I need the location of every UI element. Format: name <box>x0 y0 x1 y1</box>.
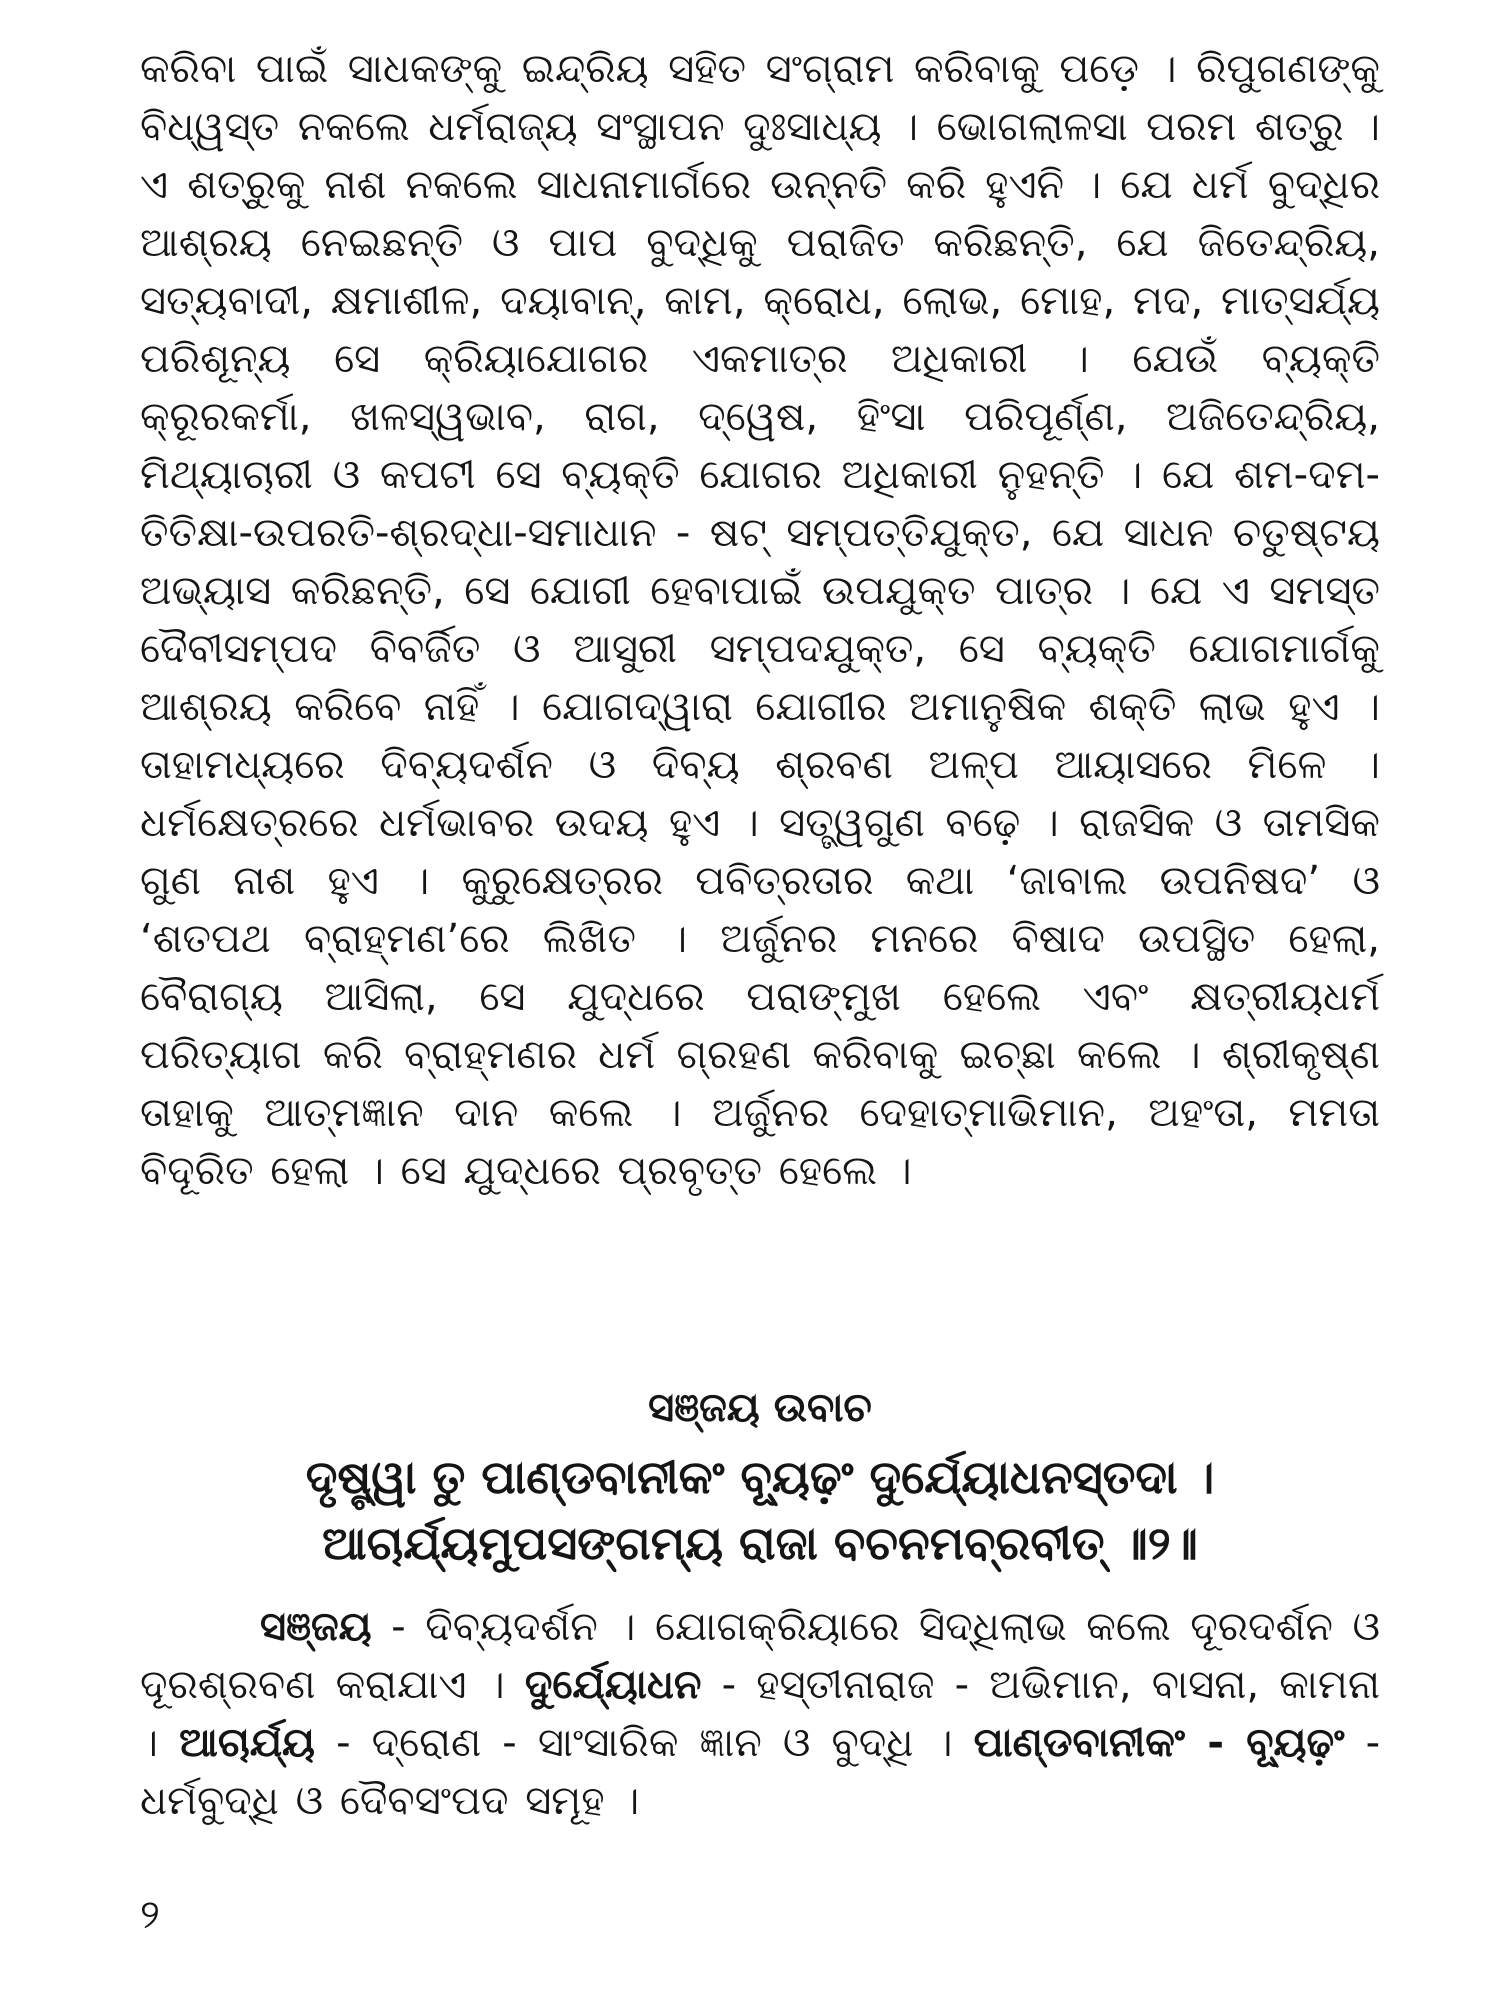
glossary-paragraph <box>140 1598 1380 1830</box>
glossary-definition: - ଦ୍ରୋଣ - ସାଂସାରିକ ଜ୍ଞାନ ଓ ବୁଦ୍ଧି । <box>315 1720 974 1766</box>
verse-speaker-heading: ସଞ୍ଜୟ ଉବାଚ <box>648 1385 872 1431</box>
glossary-definition: - ଧର୍ମବୁଦ୍ଧି ଓ ଦୈବସଂପଦ ସମୂହ । <box>140 1720 1381 1824</box>
verse-line-2: ଆଚାର୍ଯ୍ୟମୁପସଙ୍ଗମ୍ୟ ରାଜା ବଚନମବ୍ରବୀତ୍ ॥୨॥ <box>322 1516 1198 1570</box>
sanskrit-verse <box>140 1444 1380 1576</box>
glossary-term: ଦୁର୍ଯ୍ୟୋଧନ <box>524 1662 702 1708</box>
body-paragraph: କରିବା ପାଇଁ ସାଧକଙ୍କୁ ଇନ୍ଦ୍ରିୟ ସହିତ ସଂଗ୍ରାମ କରିବାକୁ ପଡ଼େ । ରିପୁଗଣଙ୍କୁ ବିଧ୍ୱସ୍ତ ନକଲେ ଧର୍ମରାଜ୍ୟ ସଂସ୍ଥାପନ ଦୁଃସାଧ୍ୟ । ଭୋଗଲାଳସା ପରମ ଶତ୍ରୁ । ଏ ଶତ୍ରୁକୁ ନାଶ ନକଲେ ସାଧନାମାର୍ଗରେ ଉନ୍ନତି କରି ହୁଏନି । ଯେ ଧର୍ମ ବୁଦ୍ଧିର ଆଶ୍ରୟ ନେଇଛନ୍ତି ଓ ପାପ ବୁଦ୍ଧିକୁ ପରାଜିତ କରିଛନ୍ତି, ଯେ ଜିତେନ୍ଦ୍ରିୟ, ସତ୍ୟବାଦୀ, କ୍ଷମାଶୀଳ, ଦୟାବାନ୍, କାମ, କ୍ରୋଧ, ଲୋଭ, ମୋହ, ମଦ, ମାତ୍ସର୍ଯ୍ୟ ପରିଶୂନ୍ୟ ସେ କ୍ରିୟାଯୋଗର ଏକମାତ୍ର ଅଧିକାରୀ । ଯେଉଁ ବ୍ୟକ୍ତି କ୍ରୂରକର୍ମା, ଖଳସ୍ୱଭାବ, ରାଗ, ଦ୍ୱେଷ, ହିଂସା ପରିପୂର୍ଣ୍ଣ, ଅଜିତେନ୍ଦ୍ରିୟ, ମିଥ୍ୟାଚାରୀ ଓ କପଟୀ ସେ ବ୍ୟକ୍ତି ଯୋଗର ଅଧିକାରୀ ନୁହନ୍ତି । ଯେ ଶମ-ଦମ-ତିତିକ୍ଷା-ଉପରତି-ଶ୍ରଦ୍ଧା-ସମାଧାନ - ଷଟ୍ ସମ୍ପତ୍ତିଯୁକ୍ତ, ଯେ ସାଧନ ଚତୁଷ୍ଟୟ ଅଭ୍ୟାସ କରିଛନ୍ତି, ସେ ଯୋଗୀ ହେବାପାଇଁ ଉପଯୁକ୍ତ ପାତ୍ର । ଯେ ଏ ସମସ୍ତ ଦୈବୀସମ୍ପଦ ବିବର୍ଜିତ ଓ ଆସୁରୀ ସମ୍ପଦଯୁକ୍ତ, ସେ ବ୍ୟକ୍ତି ଯୋଗମାର୍ଗକୁ ଆଶ୍ରୟ କରିବେ ନାହିଁ । ଯୋଗଦ୍ୱାରା ଯୋଗୀର ଅମାନୁଷିକ ଶକ୍ତି ଲାଭ ହୁଏ । ତାହାମଧ୍ୟରେ ଦିବ୍ୟଦର୍ଶନ ଓ ଦିବ୍ୟ ଶ୍ରବଣ ଅଳ୍ପ ଆୟାସରେ ମିଳେ । ଧର୍ମକ୍ଷେତ୍ରରେ ଧର୍ମଭାବର ଉଦୟ ହୁଏ । ସତ୍ତ୍ୱଗୁଣ ବଢ଼େ । ରାଜସିକ ଓ ତାମସିକ ଗୁଣ ନାଶ ହୁଏ । କୁରୁକ୍ଷେତ୍ରର ପବିତ୍ରତାର କଥା ‘ଜାବାଲ ଉପନିଷଦ’ ଓ ‘ଶତପଥ ବ୍ରାହ୍ମଣ’ରେ ଲିଖିତ । ଅର୍ଜୁନର ମନରେ ବିଷାଦ ଉପସ୍ଥିତ ହେଲା, ବୈରାଗ୍ୟ ଆସିଲା, ସେ ଯୁଦ୍ଧରେ ପରାଙ୍ମୁଖ ହେଲେ ଏବଂ କ୍ଷତ୍ରୀୟଧର୍ମ ପରିତ୍ୟାଗ କରି ବ୍ରାହ୍ମଣର ଧର୍ମ ଗ୍ରହଣ କରିବାକୁ ଇଚ୍ଛା କଲେ । ଶ୍ରୀକୃଷ୍ଣ ତାହାକୁ ଆତ୍ମଜ୍ଞାନ ଦାନ କଲେ । ଅର୍ଜୁନର ଦେହାତ୍ମାଭିମାନ, ଅହଂତା, ମମତା ବିଦୂରିତ ହେଲା । ସେ ଯୁଦ୍ଧରେ ପ୍ରବୃତ୍ତ ହେଲେ । <box>140 46 1380 1194</box>
glossary-term: ପାଣ୍ଡବାନୀକଂ - ବ୍ୟୂଢ଼ଂ <box>973 1720 1345 1766</box>
glossary-definition: - ହସ୍ତୀନାରାଜ - ଅଭିମାନ, ବାସନା, କାମନା । <box>140 1662 1380 1766</box>
glossary-definition: - ଦିବ୍ୟଦର୍ଶନ । ଯୋଗକ୍ରିୟାରେ ସିଦ୍ଧିଲାଭ କଲେ ଦୂରଦର୍ଶନ ଓ ଦୂରଶ୍ରବଣ କରାଯାଏ । <box>140 1604 1380 1708</box>
verse-line-1: ଦୃଷ୍ଟ୍ୱା ତୁ ପାଣ୍ଡବାନୀକଂ ବ୍ୟୂଢ଼ଂ ଦୁର୍ଯ୍ୟୋଧନସ୍ତଦା । <box>305 1450 1215 1504</box>
page-number: ୨ <box>140 1892 160 1938</box>
glossary-term: ସଞ୍ଜୟ <box>260 1604 372 1650</box>
glossary-term: ଆଚାର୍ଯ୍ୟ <box>179 1720 316 1766</box>
